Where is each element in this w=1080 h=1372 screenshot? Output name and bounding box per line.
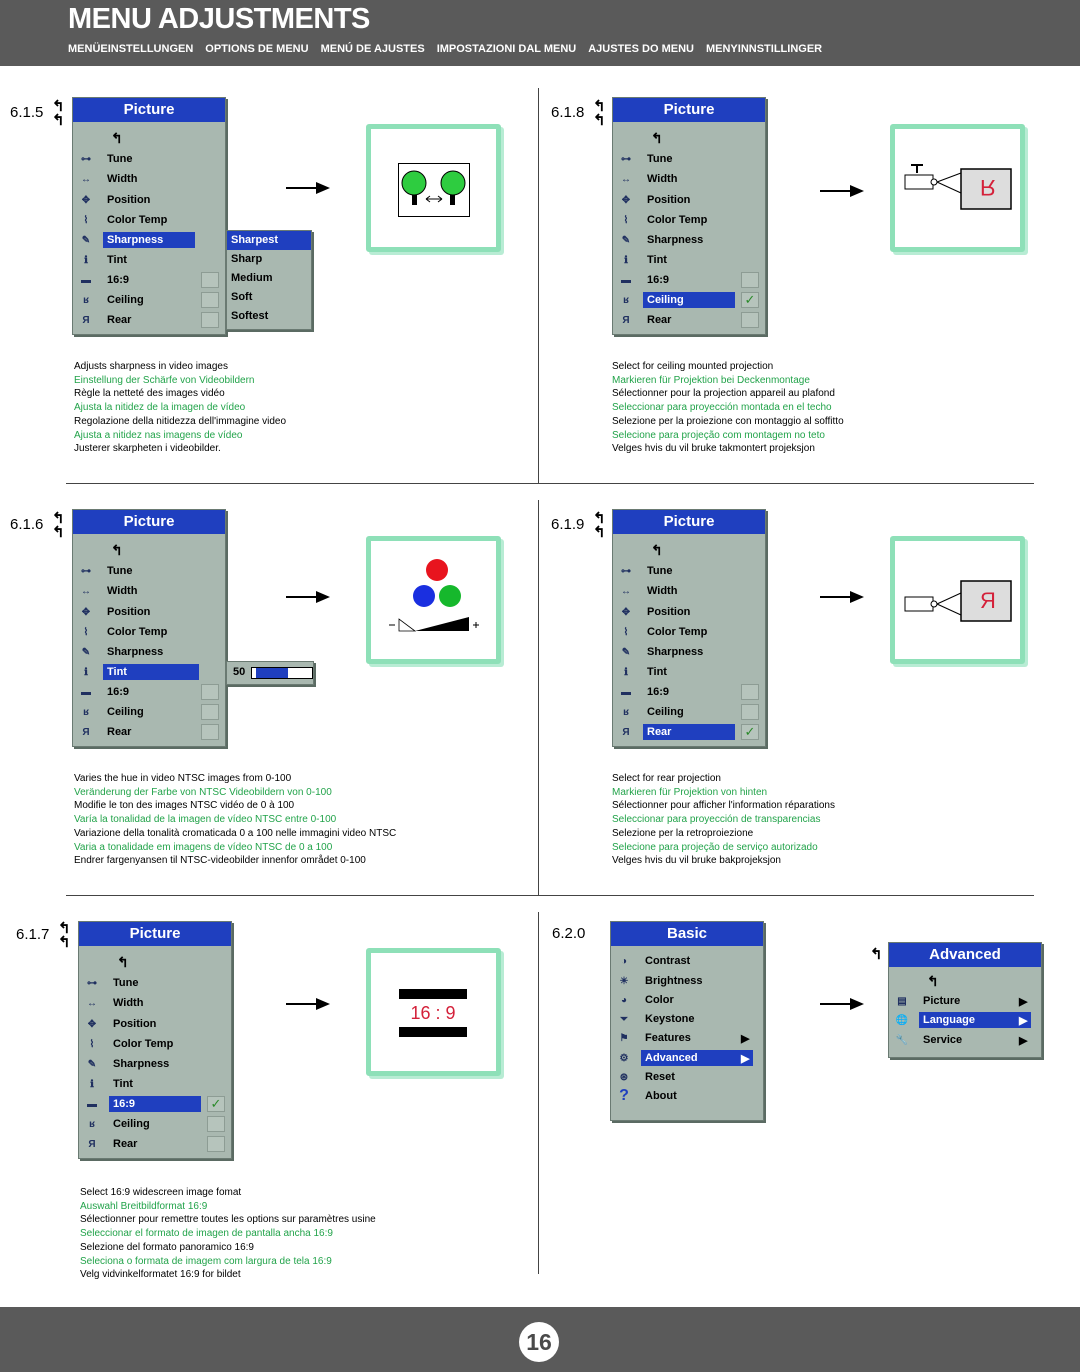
menu-item-reset[interactable]: ⊛ Reset [611,1068,679,1086]
back-arrow-icon[interactable]: ↰ [651,130,663,146]
arrow-right-icon [286,997,330,1011]
sharpness-submenu [226,230,312,330]
globe-icon: 🌐 [895,1014,909,1026]
submenu-arrow-icon: ▶ [1019,1034,1028,1047]
checkbox-16-9[interactable] [201,684,219,700]
back-arrow-icon[interactable]: ↰ [651,542,663,558]
page-title: MENU ADJUSTMENTS [68,3,370,35]
mirror-letter: R [980,175,996,200]
back-arrow-icon[interactable]: ↰ [927,973,939,989]
menu-item-color-temp[interactable]: ⌇ Color Temp [613,211,711,229]
menu-item-ceiling[interactable]: ʁ Ceiling [79,1115,154,1133]
slider-fill [256,668,288,678]
menu-item-rear[interactable]: Я Rear [73,723,135,741]
width-icon: ↔ [81,173,91,185]
position-icon: ✥ [621,194,631,206]
widescreen-icon: ▬ [621,274,631,286]
menu-item-tint[interactable]: ℹ Tint [73,663,199,681]
checkbox-rear[interactable] [741,312,759,328]
wrench-icon: 🔧 [895,1034,909,1046]
trees-sharpness-icon [398,163,470,217]
sharpness-icon: ✎ [621,646,631,658]
basic-menu [610,921,764,1121]
menu-item-ceiling[interactable]: ʁ Ceiling [613,703,688,721]
description: Select for ceiling mounted projection Markieren für Projektion bei Deckenmontage Sélectionner pour la projection appareil au plafond Seleccionar para proyección montada en el techo Selezione per la proiezione con montaggio al soffitto Selecione para projeção com montagem no teto Velges hvis du vil bruke takmontert projeksjon [612,361,844,455]
subtitle-row [68,43,822,55]
width-icon: ↔ [87,997,97,1009]
tint-icon: ℹ [90,1078,94,1090]
ceiling-icon: ʁ [89,1118,95,1130]
tint-slider-panel [226,661,314,685]
width-icon: ↔ [621,585,631,597]
illustration-frame [366,948,501,1076]
checkbox-ceiling[interactable] [201,704,219,720]
menu-item-picture[interactable]: ▤ Picture ▶ [889,992,1039,1010]
menu-item-tint[interactable]: ℹ Tint [613,251,671,269]
menu-item-sharpness[interactable]: ✎ Sharpness [79,1055,173,1073]
menu-item-contrast[interactable]: ◑ Contrast [611,952,694,970]
section-number: 6.2.0 [552,925,586,942]
widescreen-illustration [399,989,467,1037]
advanced-menu [888,942,1042,1058]
page-number: 16 [519,1322,559,1362]
picture-menu [72,97,226,335]
menu-item-color[interactable]: ◕ Color [611,991,678,1009]
sharpness-icon: ✎ [87,1058,97,1070]
menu-title: Picture [79,922,231,946]
return-icon: ↰ ↰ [593,98,606,129]
widescreen-icon: ▬ [621,686,631,698]
menu-item-about[interactable]: ? About [611,1087,681,1105]
menu-title: Advanced [889,943,1041,967]
contrast-icon: ◑ [620,955,628,967]
return-icon: ↰ ↰ [58,920,71,951]
rear-icon: Я [622,314,630,326]
back-arrow-icon[interactable]: ↰ [111,130,123,146]
menu-item-rear[interactable]: Я Rear [79,1135,141,1153]
ceiling-icon: ʁ [83,706,89,718]
menu-item-16-9[interactable]: ▬ 16:9 [73,271,133,289]
checkbox-rear[interactable] [201,312,219,328]
description: Select for rear projection Markieren für Projektion von hinten Sélectionner pour afficher l'information réparations Seleccionar para proyección de transparencias Selezione per la retroproiezione Selecione para projeção de serviço autorizado Velges hvis du vil bruke bakprojeksjon [612,773,835,867]
picture-menu [72,509,226,747]
illustration-frame [366,124,501,252]
section-number: 6.1.8 [551,104,585,121]
description: Adjusts sharpness in video images Einstellung der Schärfe von Videobildern Règle la netteté des images vidéo Ajusta la nitidez de la imagen de vídeo Regolazione della nitidezza dell'immagine video Ajusta a nitidez nas imagens de vídeo Justerer skarpheten i videobilder. [74,361,287,455]
submenu-item[interactable]: Soft [231,291,253,303]
menu-title: Picture [73,98,225,122]
widescreen-icon: ▬ [87,1098,97,1110]
divider-horizontal [66,895,1034,896]
subtitle-es: MENÚ DE AJUSTES [320,43,425,55]
menu-item-width[interactable]: ↔ Width [73,170,141,188]
slider-value: 50 [233,666,246,678]
menu-title: Picture [613,98,765,122]
back-arrow-icon[interactable]: ↰ [117,954,129,970]
submenu-arrow-icon: ▶ [1019,995,1028,1008]
tune-icon: ⊶ [621,153,631,165]
sharpness-icon: ✎ [621,234,631,246]
section-number: 6.1.6 [10,516,44,533]
checkbox-ceiling[interactable] [741,704,759,720]
menu-item-position[interactable]: ✥ Position [613,603,694,621]
tint-slider[interactable] [251,667,313,679]
menu-item-position[interactable]: ✥ Position [613,191,694,209]
menu-item-tune[interactable]: ⊶ Tune [79,974,142,992]
submenu-arrow-icon: ▶ [741,1032,750,1045]
menu-item-tune[interactable]: ⊶ Tune [613,562,676,580]
arrow-right-icon [820,590,864,604]
question-icon: ? [619,1087,629,1104]
rgb-tint-icon [383,555,485,645]
position-icon: ✥ [81,194,91,206]
submenu-item[interactable]: Medium [231,272,273,284]
menu-item-ceiling[interactable]: ʁ Ceiling [73,291,148,309]
menu-item-color-temp[interactable]: ⌇ Color Temp [79,1035,177,1053]
checkbox-ceiling[interactable] [201,292,219,308]
thermometer-icon: ⌇ [623,626,629,638]
arrow-right-icon [820,184,864,198]
subtitle-de: MENÜEINSTELLUNGEN [68,43,194,55]
ceiling-projector-icon [901,163,1013,217]
arrow-right-icon [286,590,330,604]
tune-icon: ⊶ [81,153,91,165]
menu-item-width[interactable]: ↔ Width [613,170,681,188]
rear-icon: Я [88,1138,96,1150]
menu-item-tint[interactable]: ℹ Tint [73,251,131,269]
divider-vertical [538,88,539,483]
menu-item-color-temp[interactable]: ⌇ Color Temp [73,211,171,229]
menu-item-ceiling[interactable]: ʁ Ceiling [73,703,148,721]
menu-item-keystone[interactable]: ⏷ Keystone [611,1010,699,1028]
menu-item-sharpness[interactable]: ✎ Sharpness [73,643,167,661]
menu-item-rear[interactable]: Я Rear [613,723,735,741]
sharpness-icon: ✎ [81,234,91,246]
checkbox-ceiling[interactable]: ✓ [741,292,759,308]
menu-item-width[interactable]: ↔ Width [79,994,147,1012]
checkbox-ceiling[interactable] [207,1116,225,1132]
sharpness-icon: ✎ [81,646,91,658]
checkbox-16-9[interactable] [741,684,759,700]
rear-projector-icon [901,575,1013,629]
widescreen-icon: ▬ [81,686,91,698]
subtitle-it: IMPOSTAZIONI DAL MENU [436,43,577,55]
menu-item-width[interactable]: ↔ Width [613,582,681,600]
checkbox-rear[interactable] [201,724,219,740]
arrow-right-icon [286,181,330,195]
checkbox-16-9[interactable] [201,272,219,288]
tint-icon: ℹ [624,254,628,266]
position-icon: ✥ [87,1018,97,1030]
page-header [0,0,1080,66]
submenu-arrow-icon: ▶ [741,1052,750,1065]
checkbox-rear[interactable]: ✓ [741,724,759,740]
picture-menu [612,509,766,747]
tint-icon: ℹ [84,254,88,266]
submenu-item[interactable]: Softest [231,310,269,322]
return-icon: ↰ [870,946,883,963]
tint-icon: ℹ [84,666,88,678]
menu-item-features[interactable]: ⚑ Features ▶ [611,1029,761,1047]
thermometer-icon: ⌇ [83,214,89,226]
picture-icon: ▤ [897,995,907,1007]
checkbox-rear[interactable] [207,1136,225,1152]
menu-item-16-9[interactable]: ▬ 16:9 [73,683,133,701]
ceiling-icon: ʁ [623,706,629,718]
menu-title: Picture [613,510,765,534]
illustration-frame [890,536,1025,664]
brightness-icon: ☀ [619,975,629,987]
menu-item-sharpness[interactable]: ✎ Sharpness [613,643,707,661]
menu-item-advanced[interactable]: ⚙ Advanced ▶ [611,1049,761,1067]
menu-item-language[interactable]: 🌐 Language ▶ [889,1011,1039,1029]
menu-title: Picture [73,510,225,534]
submenu-item[interactable]: Sharpest [227,231,311,250]
submenu-arrow-icon: ▶ [1019,1014,1028,1027]
return-icon: ↰ ↰ [593,510,606,541]
description: Varies the hue in video NTSC images from 0-100 Veränderung der Farbe von NTSC Videobildern von 0-100 Modifie le ton des images NTSC vidéo de 0 à 100 Varía la tonalidad de la imagen de vídeo NTSC entre 0-100 Variazione della tonalità cromaticada 0 a 100 nelle immagini video NTSC Varia a tonalidade em imagens de vídeo NTSC de 0 a 100 Endrer fargenyansen til NTSC-videobilder innenfor området 0-100 [74,773,397,867]
reset-icon: ⊛ [619,1071,629,1083]
menu-title: Basic [611,922,763,946]
submenu-item[interactable]: Sharp [231,253,263,265]
description: Select 16:9 widescreen image fomat Auswahl Breitbildformat 16:9 Sélectionner pour remettre toutes les options sur paramètres usine Seleccionar el formato de imagen de pantalla ancha 16:9 Selezione del formato panoramico 16:9 Seleciona o formata de imagem com largura de tela 16:9 Velg vidvinkelformatet 16:9 for bildet [80,1187,376,1281]
tune-icon: ⊶ [87,977,97,989]
menu-item-brightness[interactable]: ☀ Brightness [611,972,706,990]
section-number: 6.1.7 [16,926,50,943]
keystone-icon: ⏷ [620,1013,628,1025]
menu-item-rear[interactable]: Я Rear [613,311,675,329]
menu-item-tune[interactable]: ⊶ Tune [73,562,136,580]
divider-vertical [538,500,539,895]
position-icon: ✥ [81,606,91,618]
menu-item-16-9[interactable]: ▬ 16:9 [79,1095,201,1113]
divider-vertical [538,912,539,1274]
menu-item-sharpness[interactable]: ✎ Sharpness [73,231,195,249]
menu-item-rear[interactable]: Я Rear [73,311,135,329]
tint-icon: ℹ [624,666,628,678]
thermometer-icon: ⌇ [89,1038,95,1050]
menu-item-tint[interactable]: ℹ Tint [613,663,671,681]
menu-item-service[interactable]: 🔧 Service ▶ [889,1031,1039,1049]
ratio-label: 16 : 9 [399,999,467,1027]
illustration-frame [366,536,501,664]
return-icon: ↰ ↰ [52,510,65,541]
rear-icon: Я [82,314,90,326]
ceiling-icon: ʁ [623,294,629,306]
features-icon: ⚑ [619,1032,629,1044]
menu-item-color-temp[interactable]: ⌇ Color Temp [73,623,171,641]
menu-item-position[interactable]: ✥ Position [73,191,154,209]
menu-item-color-temp[interactable]: ⌇ Color Temp [613,623,711,641]
illustration-frame [890,124,1025,252]
ceiling-icon: ʁ [83,294,89,306]
tune-icon: ⊶ [81,565,91,577]
thermometer-icon: ⌇ [623,214,629,226]
menu-item-position[interactable]: ✥ Position [73,603,154,621]
tune-icon: ⊶ [621,565,631,577]
menu-item-tune[interactable]: ⊶ Tune [73,150,136,168]
menu-item-width[interactable]: ↔ Width [73,582,141,600]
subtitle-pt: AJUSTES DO MENU [588,43,694,55]
checkbox-16-9[interactable]: ✓ [207,1096,225,1112]
checkbox-16-9[interactable] [741,272,759,288]
return-icon: ↰ ↰ [52,98,65,129]
picture-menu [78,921,232,1159]
menu-item-position[interactable]: ✥ Position [79,1015,160,1033]
rear-icon: Я [622,726,630,738]
advanced-icon: ⚙ [619,1052,629,1064]
thermometer-icon: ⌇ [83,626,89,638]
menu-item-tint[interactable]: ℹ Tint [79,1075,137,1093]
picture-menu [612,97,766,335]
section-number: 6.1.9 [551,516,585,533]
arrow-right-icon [820,997,864,1011]
subtitle-fr: OPTIONS DE MENU [205,43,309,55]
widescreen-icon: ▬ [81,274,91,286]
menu-item-sharpness[interactable]: ✎ Sharpness [613,231,707,249]
width-icon: ↔ [621,173,631,185]
divider-horizontal [66,483,1034,484]
menu-item-tune[interactable]: ⊶ Tune [613,150,676,168]
menu-item-ceiling[interactable]: ʁ Ceiling [613,291,735,309]
rear-icon: Я [82,726,90,738]
menu-item-16-9[interactable]: ▬ 16:9 [613,683,673,701]
menu-item-16-9[interactable]: ▬ 16:9 [613,271,673,289]
position-icon: ✥ [621,606,631,618]
mirror-letter: R [980,588,996,613]
back-arrow-icon[interactable]: ↰ [111,542,123,558]
color-icon: ◕ [620,994,628,1006]
subtitle-no: MENYINNSTILLINGER [705,43,823,55]
section-number: 6.1.5 [10,104,44,121]
width-icon: ↔ [81,585,91,597]
